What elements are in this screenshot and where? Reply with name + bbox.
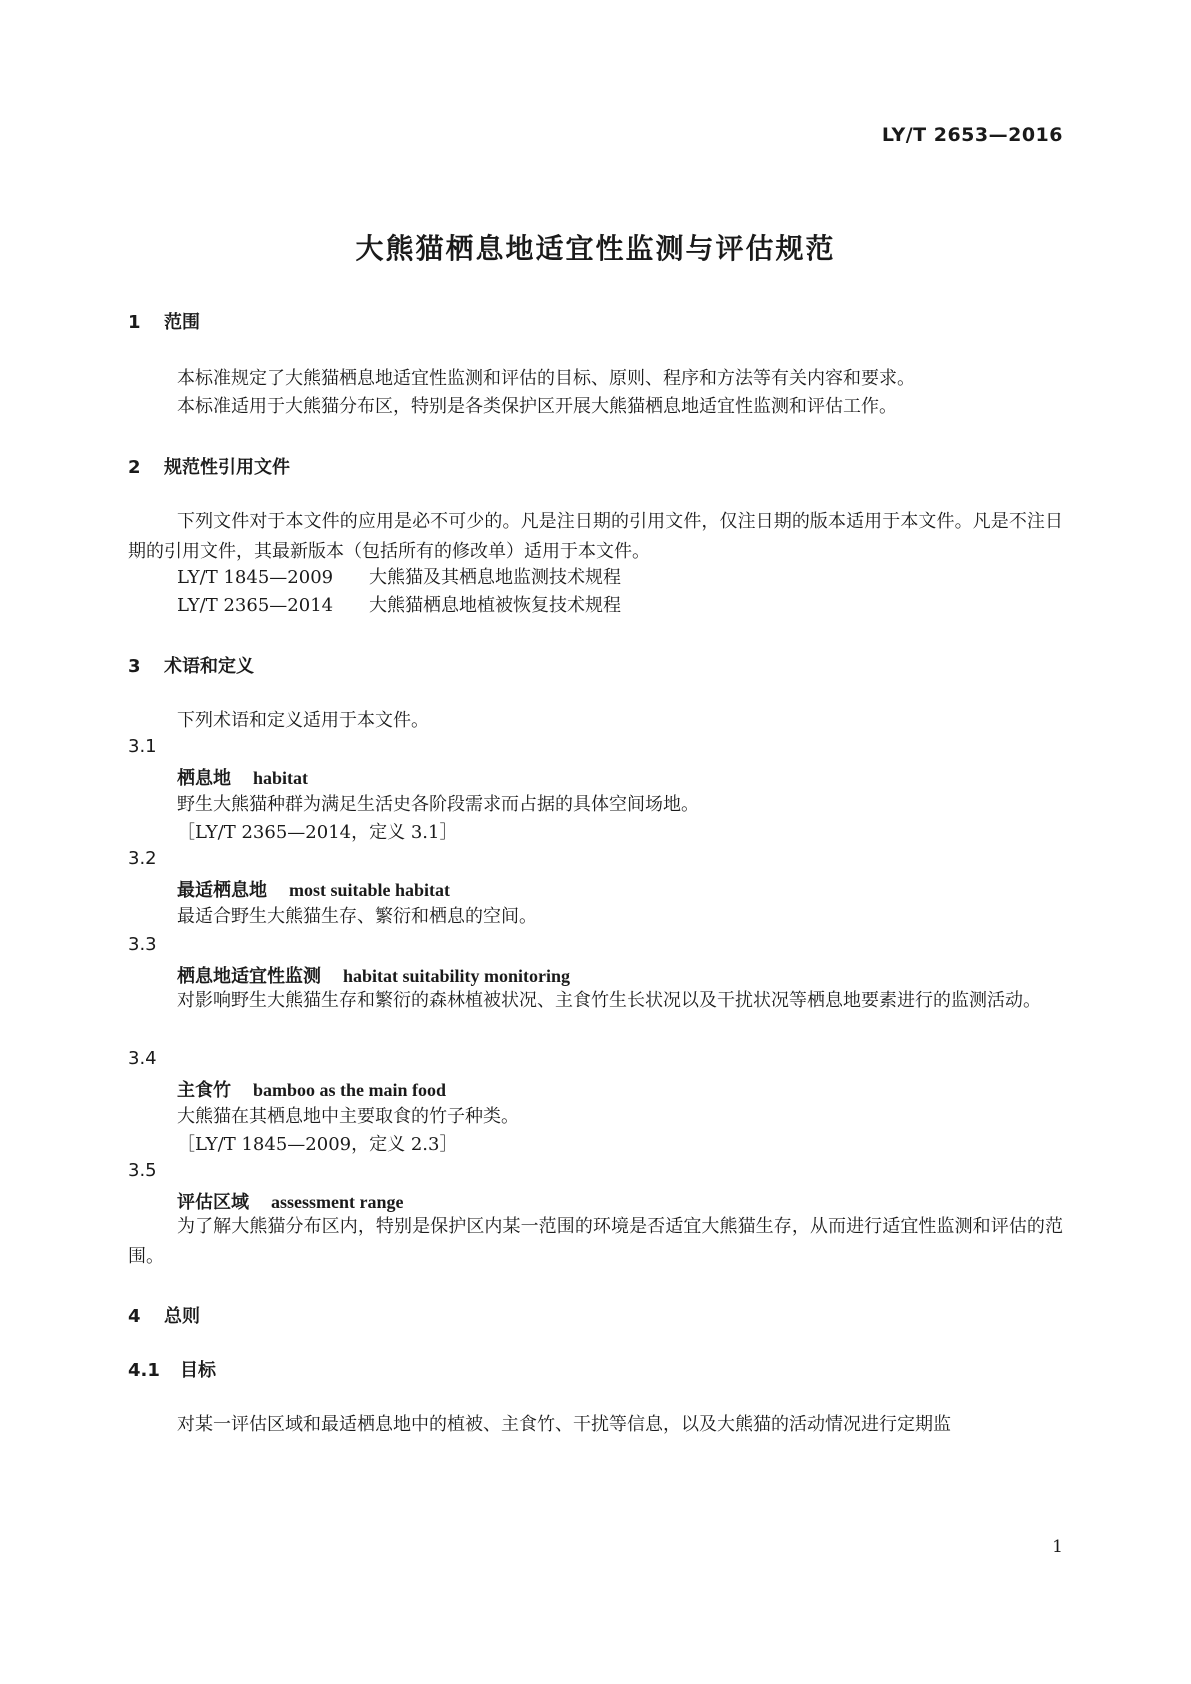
section-title: 规范性引用文件 bbox=[164, 457, 290, 478]
paragraph: 本标准适用于大熊猫分布区，特别是各类保护区开展大熊猫栖息地适宜性监测和评估工作。 bbox=[177, 396, 897, 417]
clause-number: 3.4 bbox=[128, 1048, 157, 1069]
section-1-heading bbox=[128, 308, 200, 334]
section-title: 目标 bbox=[180, 1360, 216, 1381]
term-source: ［LY/T 1845—2009，定义 2.3］ bbox=[177, 1134, 458, 1155]
section-number: 4.1 bbox=[128, 1360, 160, 1381]
term-heading bbox=[177, 764, 308, 790]
term-zh: 栖息地适宜性监测 bbox=[177, 966, 321, 987]
term-source: ［LY/T 2365—2014，定义 3.1］ bbox=[177, 822, 458, 843]
section-2-heading bbox=[128, 453, 290, 479]
section-number: 4 bbox=[128, 1306, 141, 1327]
term-en: most suitable habitat bbox=[289, 880, 451, 900]
page-number: 1 bbox=[1052, 1537, 1063, 1557]
term-zh: 评估区域 bbox=[177, 1192, 249, 1213]
paragraph: 下列文件对于本文件的应用是必不可少的。凡是注日期的引用文件，仅注日期的版本适用于本文件。凡是不注日期的引用文件，其最新版本（包括所有的修改单）适用于本文件。 bbox=[128, 511, 1063, 562]
term-zh: 栖息地 bbox=[177, 768, 231, 789]
reference-code: LY/T 2365—2014 bbox=[177, 595, 334, 616]
term-definition: 最适合野生大熊猫生存、繁衍和栖息的空间。 bbox=[177, 906, 537, 927]
section-title: 总则 bbox=[164, 1306, 200, 1327]
term-definition: 为了解大熊猫分布区内，特别是保护区内某一范围的环境是否适宜大熊猫生存，从而进行适宜性监测和评估的范围。 bbox=[128, 1216, 1063, 1267]
paragraph: 下列术语和定义适用于本文件。 bbox=[177, 710, 429, 731]
term-zh: 主食竹 bbox=[177, 1080, 231, 1101]
clause-number: 3.1 bbox=[128, 736, 157, 757]
section-number: 3 bbox=[128, 656, 141, 677]
term-zh: 最适栖息地 bbox=[177, 880, 267, 901]
term-en: habitat suitability monitoring bbox=[343, 966, 571, 986]
clause-number: 3.2 bbox=[128, 848, 157, 869]
section-4-heading bbox=[128, 1302, 200, 1328]
term-heading bbox=[177, 1188, 404, 1214]
standard-code: LY/T 2653—2016 bbox=[881, 124, 1063, 146]
term-heading bbox=[177, 1076, 446, 1102]
section-title: 范围 bbox=[164, 312, 200, 333]
section-3-heading bbox=[128, 652, 254, 678]
subsection-4-1-heading bbox=[128, 1356, 216, 1382]
section-number: 2 bbox=[128, 457, 141, 478]
term-heading bbox=[177, 962, 570, 988]
reference-item bbox=[177, 565, 621, 591]
term-en: bamboo as the main food bbox=[253, 1080, 447, 1100]
term-definition: 对影响野生大熊猫生存和繁衍的森林植被状况、主食竹生长状况以及干扰状况等栖息地要素进行的监测活动。 bbox=[177, 990, 1041, 1011]
paragraph: 本标准规定了大熊猫栖息地适宜性监测和评估的目标、原则、程序和方法等有关内容和要求。 bbox=[177, 368, 915, 389]
term-definition: 野生大熊猫种群为满足生活史各阶段需求而占据的具体空间场地。 bbox=[177, 794, 699, 815]
section-number: 1 bbox=[128, 312, 141, 333]
reference-title: 大熊猫及其栖息地监测技术规程 bbox=[369, 567, 621, 588]
clause-number: 3.5 bbox=[128, 1160, 157, 1181]
reference-title: 大熊猫栖息地植被恢复技术规程 bbox=[369, 595, 621, 616]
term-en: assessment range bbox=[271, 1192, 404, 1212]
term-heading bbox=[177, 876, 450, 902]
document-title: 大熊猫栖息地适宜性监测与评估规范 bbox=[355, 232, 836, 265]
reference-item bbox=[177, 593, 621, 619]
clause-number: 3.3 bbox=[128, 934, 157, 955]
paragraph: 对某一评估区域和最适栖息地中的植被、主食竹、干扰等信息，以及大熊猫的活动情况进行定期监 bbox=[177, 1414, 951, 1435]
term-en: habitat bbox=[253, 768, 309, 788]
term-definition: 大熊猫在其栖息地中主要取食的竹子种类。 bbox=[177, 1106, 519, 1127]
section-title: 术语和定义 bbox=[164, 656, 254, 677]
reference-code: LY/T 1845—2009 bbox=[177, 567, 334, 588]
